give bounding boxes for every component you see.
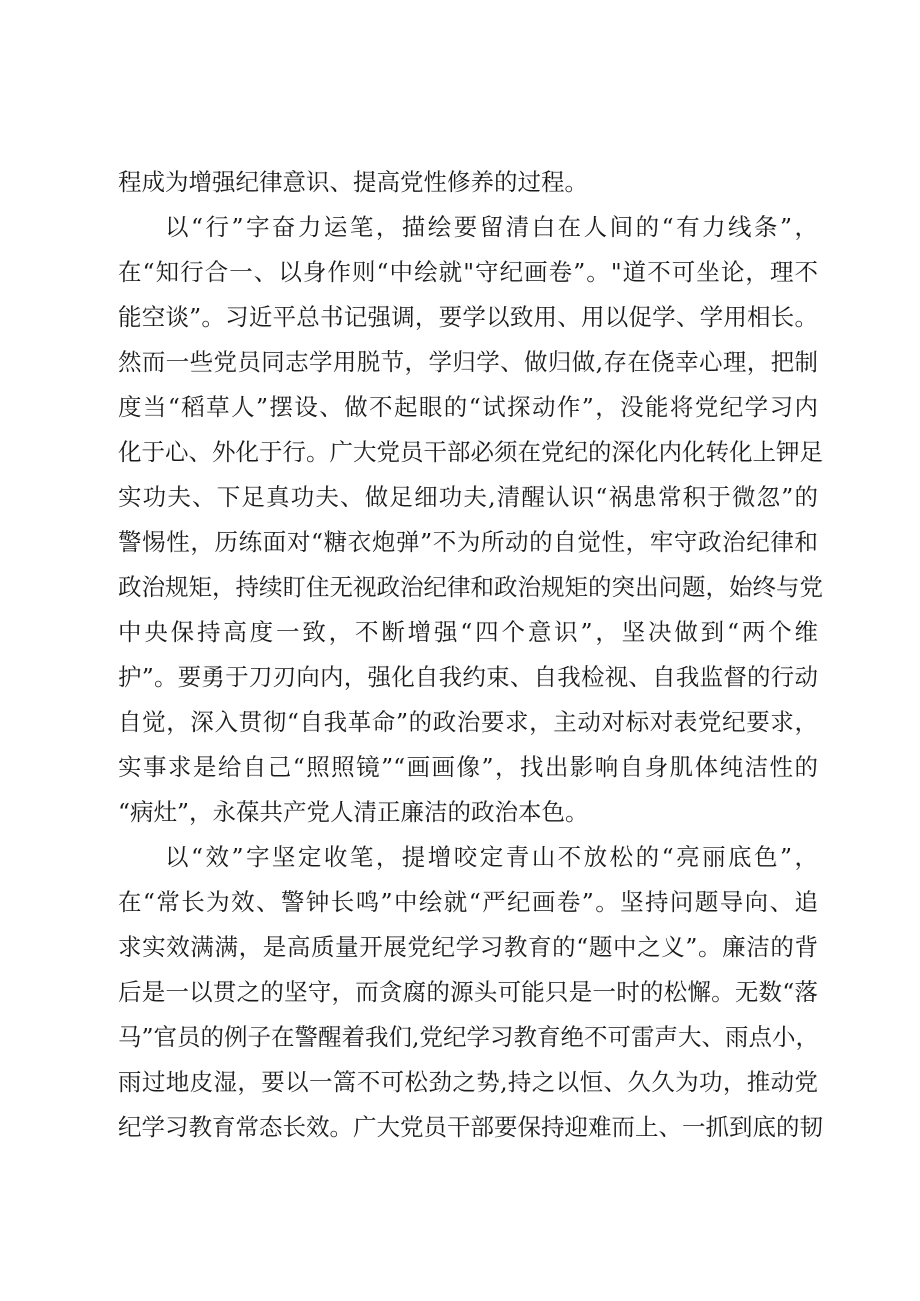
text-line: 中央保持高度一致，不断增强“四个意识”，坚决做到“两个维: [118, 618, 818, 646]
text-line: 政治规矩，持续盯住无视政治纪律和政治规矩的突出问题，始终与党: [118, 573, 823, 601]
text-line: 警惕性，历练面对“糖衣炮弹”不为所动的自觉性，牢守政治纪律和: [118, 528, 818, 556]
text-line: 马”官员的例子在警醒着我们,党纪学习教育绝不可雷声大、雨点小，: [118, 1023, 819, 1051]
body-text: [118, 160, 823, 1150]
text-line: 程成为增强纪律意识、提高党性修养的过程。: [118, 168, 588, 196]
text-line: 能空谈”。习近平总书记强调，要学以致用、用以促学、学用相长。: [118, 303, 818, 331]
text-line: 自觉，深入贯彻“自我革命”的政治要求，主动对标对表党纪要求，: [118, 708, 818, 736]
text-line: 雨过地皮湿，要以一篙不可松劲之势,持之以恒、久久为功，推动党: [118, 1068, 818, 1096]
text-line: 以“行”字奋力运笔，描绘要留清白在人间的“有力线条”，: [165, 213, 818, 241]
text-line: 在“知行合一、以身作则“中绘就"守纪画卷”。"道不可坐论，理不: [118, 258, 818, 286]
text-line: 求实效满满，是高质量开展党纪学习教育的“题中之义”。廉洁的背: [118, 933, 818, 961]
text-line: 化于心、外化于行。广大党员干部必须在党纪的深化内化转化上钾足: [118, 438, 823, 466]
text-line: 后是一以贯之的坚守，而贪腐的源头可能只是一时的松懈。无数“落: [118, 978, 818, 1006]
text-line: 在“常长为效、警钟长鸣”中绘就“严纪画卷”。坚持问题导向、追: [118, 888, 818, 916]
text-line: “病灶”，永葆共产党人清正廉洁的政治本色。: [118, 798, 589, 826]
text-line: 护”。要勇于刀刃向内，强化自我约束、自我检视、自我监督的行动: [118, 663, 818, 691]
text-line: 实功夫、下足真功夫、做足细功夫,清醒认识“祸患常积于微忽”的: [118, 483, 818, 511]
text-line: 然而一些党员同志学用脱节，学归学、做归做,存在侥幸心理，把制: [118, 348, 818, 376]
text-line: 纪学习教育常态长效。广大党员干部要保持迎难而上、一抓到底的韧: [118, 1113, 823, 1141]
text-line: 度当“稻草人”摆设、做不起眼的“试探动作”，没能将党纪学习内: [118, 393, 818, 421]
text-line: 实事求是给自己“照照镜”“画画像”，找出影响自身肌体纯洁性的: [118, 753, 818, 781]
text-line: 以“效”字坚定收笔，提增咬定青山不放松的“亮丽底色”，: [165, 843, 818, 871]
